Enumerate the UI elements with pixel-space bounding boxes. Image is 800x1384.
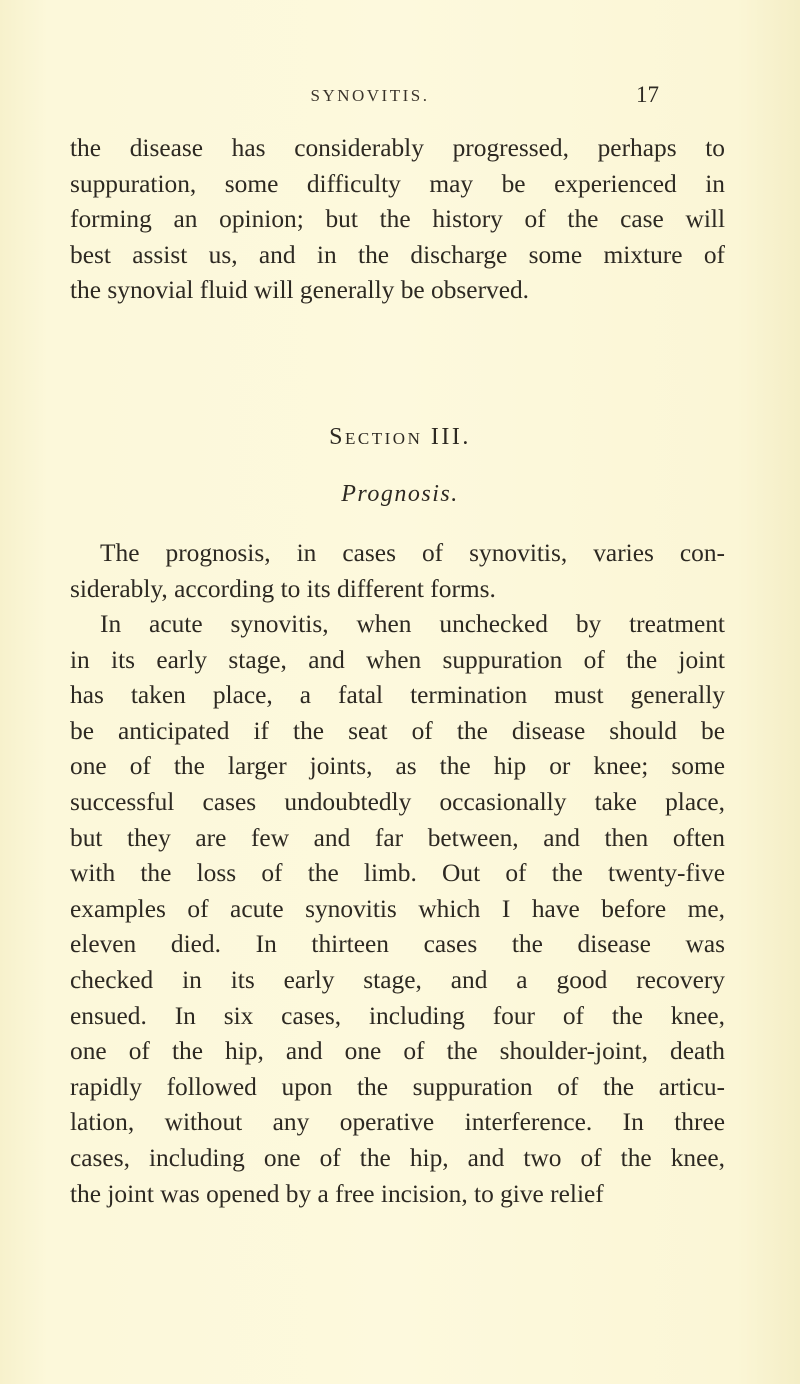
continued-paragraph — [70, 131, 725, 309]
text-line: the joint was opened by a free incision, to give relief — [70, 1179, 604, 1208]
text-line: rapidly followed upon the suppuration of the articu- — [70, 1072, 725, 1101]
text-line: The prognosis, in cases of synovitis, varies con- — [100, 539, 725, 567]
section-heading-text: Section III. — [329, 424, 471, 450]
text-line: but they are few and far between, and then often — [70, 823, 725, 852]
text-line: the disease has considerably progressed, perhaps to — [70, 134, 725, 162]
running-title: SYNOVITIS. — [310, 86, 430, 105]
text-line: siderably, according to its different forms. — [70, 574, 496, 603]
text-line: successful cases undoubtedly occasionally take place, — [70, 787, 725, 816]
text-line: the synovial fluid will generally be observed. — [70, 276, 530, 305]
text-line: be anticipated if the seat of the disease should be — [70, 716, 725, 745]
text-line: one of the larger joints, as the hip or knee; some — [70, 752, 725, 781]
text-line: ensued. In six cases, including four of the knee, — [70, 1001, 725, 1030]
text-line: suppuration, some difficulty may be experienced in — [70, 169, 725, 198]
text-line: with the loss of the limb. Out of the twenty-five — [70, 859, 725, 888]
text-line: best assist us, and in the discharge some mixture of — [70, 240, 725, 269]
text-line: lation, without any operative interference. In three — [70, 1108, 725, 1137]
text-line: examples of acute synovitis which I have before me, — [70, 894, 725, 923]
text-line: one of the hip, and one of the shoulder-joint, death — [70, 1037, 725, 1066]
section-subheading: Prognosis. — [341, 481, 459, 507]
paragraph-acute-synovitis — [70, 607, 725, 1212]
section-heading — [0, 424, 800, 451]
text-line: eleven died. In thirteen cases the disease was — [70, 930, 725, 959]
text-line: has taken place, a fatal termination must generally — [70, 681, 725, 710]
text-line: forming an opinion; but the history of the case will — [70, 205, 725, 234]
text-line: in its early stage, and when suppuration of the joint — [70, 645, 725, 674]
text-line: checked in its early stage, and a good recovery — [70, 965, 725, 994]
text-line: cases, including one of the hip, and two of the knee, — [70, 1143, 725, 1172]
text-line: In acute synovitis, when unchecked by treatment — [100, 610, 725, 638]
paragraph-prognosis-intro — [70, 536, 725, 607]
page-number: 17 — [636, 82, 659, 107]
running-head — [0, 82, 800, 116]
